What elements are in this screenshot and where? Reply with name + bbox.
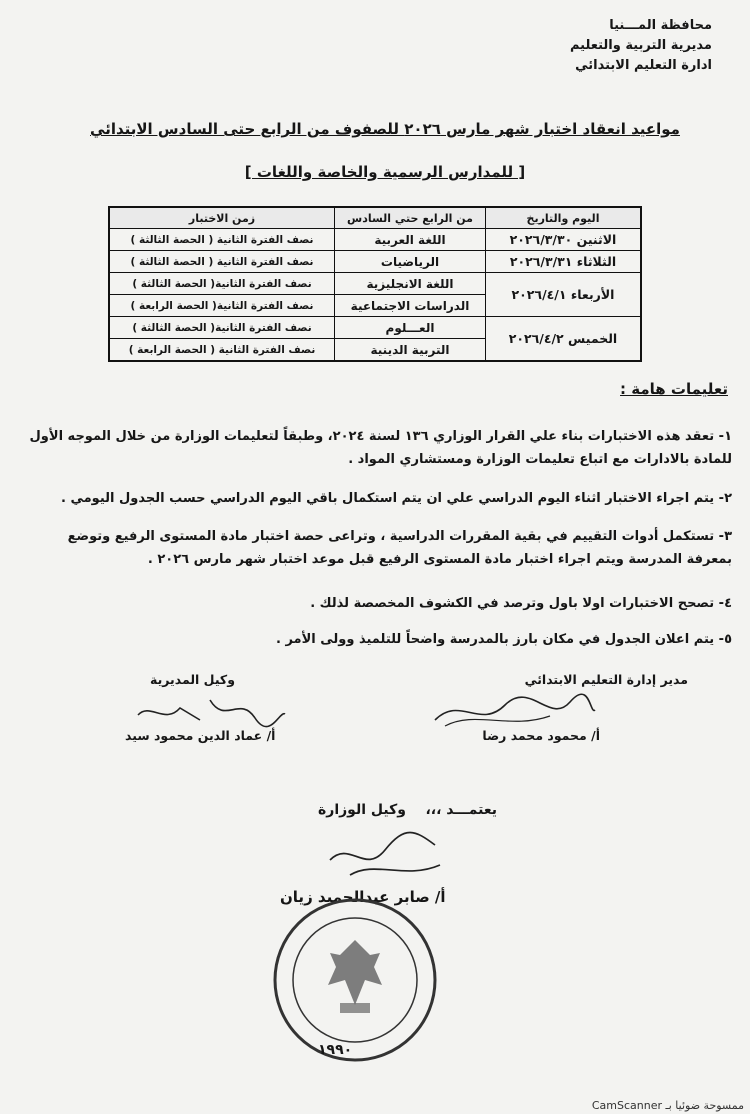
header-day: اليوم والتاريخ [486,207,642,229]
time-cell: نصف الفترة الثانية ( الحصة الرابعة ) [109,339,335,362]
approval-line [318,802,497,818]
day-cell: الخميس ٢٠٢٦/٤/٢ [486,317,642,362]
subject-cell: الدراسات الاجتماعية [335,295,486,317]
time-cell: نصف الفترة الثانية( الحصة الثالثة ) [109,273,335,295]
header-subject: من الرابع حتي السادس [335,207,486,229]
instruction-item-1: ١- تعقد هذه الاختبارات بناء علي القرار الوزاري ١٣٦ لسنة ٢٠٢٤، وطبقاً لتعليمات الوزارة من خلال الموجه الأول للمادة بالادارات مع اتباع تعليمات الوزارة ومستشاري المواد . [29,429,732,467]
document-title: مواعيد انعقاد اختبار شهر مارس ٢٠٢٦ للصفوف من الرابع حتى السادس الابتدائي [90,120,680,138]
instruction-item-4: ٤- تصحح الاختبارات اولا باول وترصد في الكشوف المخصصة لذلك . [310,596,732,611]
directorate-line: مديرية التربية والتعليم [569,38,712,53]
instruction-item-5: ٥- يتم اعلان الجدول في مكان بارز بالمدرسة واضحاً للتلميذ وولى الأمر . [276,632,732,647]
day-cell: الأربعاء ٢٠٢٦/٤/١ [486,273,642,317]
table-row [109,229,641,251]
time-cell: نصف الفترة الثانية ( الحصة الثالثة ) [109,229,335,251]
undersecretary-name: أ/ صابر عبدالحميد زيان [280,888,446,906]
instruction-item-2: ٢- يتم اجراء الاختبار اثناء اليوم الدراسي علي ان يتم استكمال باقي اليوم الدراسي حسب الجدول اليومي . [61,491,732,506]
instructions-heading: تعليمات هامة : [620,380,728,398]
signature-scribble-center [320,820,460,890]
instruction-item-3: ٣- تستكمل أدوات التقييم في بقية المقررات الدراسية ، وتراعى حصة اختبار مادة المستوى الرفيع وتوضع بمعرفة المدرسة ويتم اجراء اختبار مادة المستوى الرفيع قبل موعد اختبار شهر مارس ٢٠٢٦ . [67,529,732,567]
deputy-director-title: وكيل المديرية [150,672,235,687]
approval-prefix: يعتمـــد ،،، [425,802,497,818]
subject-cell: التربية الدينية [335,339,486,362]
table-row [109,251,641,273]
time-cell: نصف الفترة الثانية( الحصة الثالثة ) [109,317,335,339]
time-cell: نصف الفترة الثانية( الحصة الرابعة ) [109,295,335,317]
subject-cell: العـــلوم [335,317,486,339]
time-cell: نصف الفترة الثانية ( الحصة الثالثة ) [109,251,335,273]
scanner-footer: ممسوحة ضوئيا بـ CamScanner [591,1099,744,1112]
table-header-row [109,207,641,229]
deputy-director-name: أ/ عماد الدين محمود سيد [125,728,276,743]
table-row [109,273,641,295]
governorate-line: محافظة المـــنيا [609,18,712,33]
primary-director-title: مدير إدارة التعليم الابتدائي [524,672,688,687]
subject-cell: اللغة العربية [335,229,486,251]
exam-schedule-table [108,206,642,362]
document-subtitle: [ للمدارس الرسمية والخاصة واللغات ] [244,163,526,181]
stamp-number: ١٩٩٠ [318,1042,353,1058]
administration-line: ادارة التعليم الابتدائي [575,58,712,73]
primary-director-name: أ/ محمود محمد رضا [482,728,600,743]
subject-cell: اللغة الانجليزية [335,273,486,295]
header-time: زمن الاختبار [109,207,335,229]
table-row [109,317,641,339]
subject-cell: الرياضيات [335,251,486,273]
official-stamp-seal [270,895,440,1065]
letterhead [412,16,712,76]
day-cell: الاثنين ٢٠٢٦/٣/٣٠ [486,229,642,251]
undersecretary-title: وكيل الوزارة [318,802,406,818]
day-cell: الثلاثاء ٢٠٢٦/٣/٣١ [486,251,642,273]
